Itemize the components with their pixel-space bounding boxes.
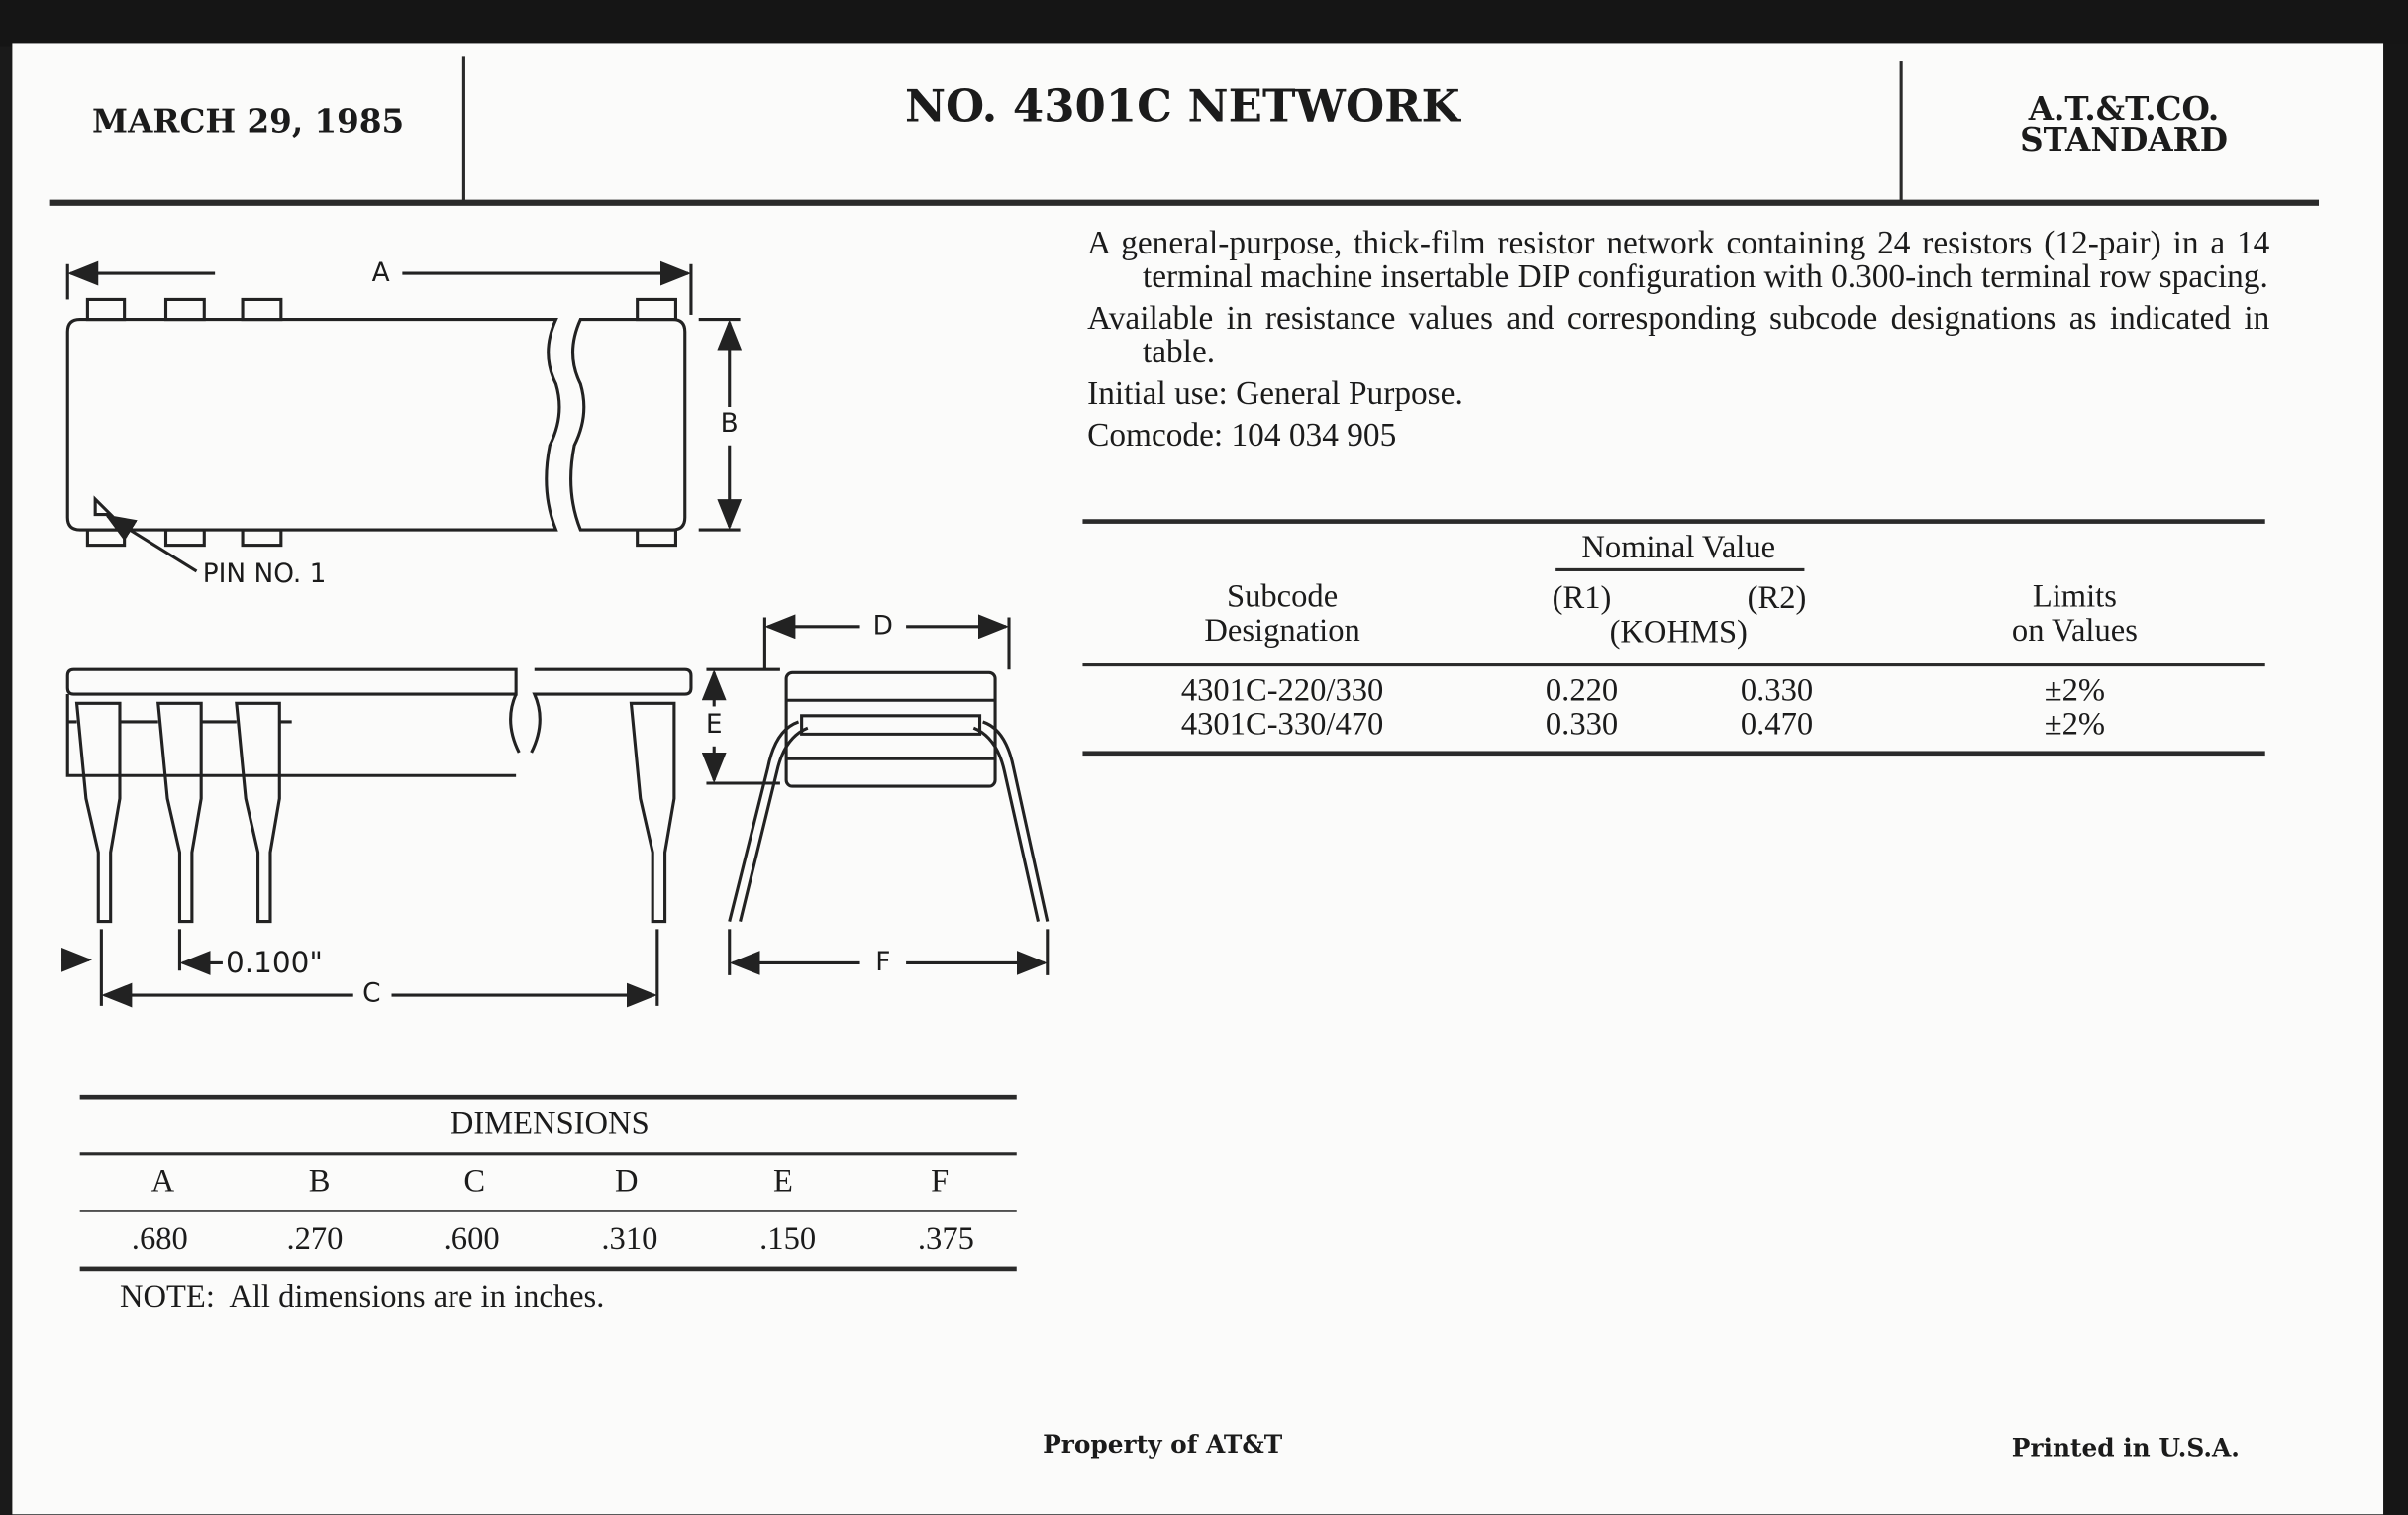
end-view [706, 618, 1047, 975]
pin [638, 299, 676, 319]
dim-value: .150 [759, 1219, 817, 1257]
limits-cell: ±2% [2044, 670, 2106, 709]
limits-header-line: Limits [2032, 577, 2117, 615]
dimensions-note: NOTE: All dimensions are in inches. [119, 1277, 605, 1315]
dim-header: D [615, 1162, 639, 1200]
dim-f-label: F [875, 947, 891, 978]
pin [638, 530, 676, 546]
dim-header: F [931, 1162, 950, 1200]
dim-value: .270 [286, 1219, 344, 1257]
table-rule [80, 1210, 1017, 1212]
pin [87, 299, 124, 319]
property-notice: Property of AT&T [1043, 1429, 1283, 1460]
table-rule [80, 1095, 1017, 1100]
dim-value: .680 [131, 1219, 188, 1257]
printed-notice: Printed in U.S.A. [2011, 1433, 2240, 1463]
org-line-1: A.T.&T.CO. [2028, 88, 2220, 128]
dim-b-label: B [720, 408, 739, 440]
pin [243, 299, 281, 319]
r1-cell: 0.330 [1545, 704, 1619, 743]
body-right [571, 320, 685, 530]
subcode-header-line: Designation [1204, 611, 1360, 649]
pin1-leader [108, 516, 197, 571]
dim-value: .310 [601, 1219, 658, 1257]
dim-c-label: C [362, 977, 381, 1010]
table-rule [80, 1152, 1017, 1155]
nominal-value-header: Nominal Value [1581, 528, 1776, 565]
dim-header: A [150, 1162, 175, 1200]
dim-a-label: A [369, 258, 393, 289]
description-paragraph: Available in resistance values and corresponding subcode designations as indicated in table. [1087, 299, 2270, 370]
pin1-marker [95, 499, 111, 515]
r2-cell: 0.470 [1740, 704, 1814, 743]
body-left [67, 320, 559, 530]
pin [243, 530, 281, 546]
dim-header: E [773, 1162, 793, 1200]
limits-header-line: on Values [2011, 611, 2138, 649]
dimensions-title: DIMENSIONS [450, 1104, 650, 1142]
description-paragraph: Initial use: General Purpose. [1087, 374, 1463, 412]
description-paragraph: Comcode: 104 034 905 [1087, 416, 1397, 454]
date: MARCH 29, 1985 [92, 101, 405, 141]
dim-value: .375 [917, 1219, 974, 1257]
r1-cell: 0.220 [1545, 670, 1619, 709]
r2-header: (R2) [1747, 578, 1807, 616]
r2-cell: 0.330 [1740, 670, 1814, 709]
description-paragraph: A general-purpose, thick-film resistor network containing 24 resistors (12-pair) in a 14 terminal machine insertable DIP configuration with 0.300-inch terminal row spacing. [1087, 224, 2270, 295]
side-pins [67, 703, 674, 921]
dim-value: .600 [443, 1219, 500, 1257]
table-rule [80, 1267, 1017, 1272]
limits-cell: ±2% [2044, 704, 2106, 743]
dim-d-label: D [872, 611, 893, 643]
side-view [61, 669, 691, 1006]
dim-e-label: E [705, 709, 723, 741]
units-header: (KOHMS) [1609, 612, 1748, 651]
pitch-label: 0.100" [225, 946, 323, 980]
pin1-label: PIN NO. 1 [202, 558, 327, 590]
pin [166, 530, 205, 546]
r1-header: (R1) [1552, 578, 1612, 616]
top-view [67, 264, 740, 571]
subcode-cell: 4301C-220/330 [1180, 670, 1384, 709]
subcode-header-line: Subcode [1226, 577, 1339, 615]
page-title: NO. 4301C NETWORK [904, 79, 1460, 133]
dim-header: B [308, 1162, 331, 1200]
pin [166, 299, 205, 319]
dim-header: C [463, 1162, 486, 1200]
pin [87, 530, 124, 546]
org-line-2: STANDARD [2020, 119, 2228, 158]
subcode-cell: 4301C-330/470 [1180, 704, 1384, 743]
